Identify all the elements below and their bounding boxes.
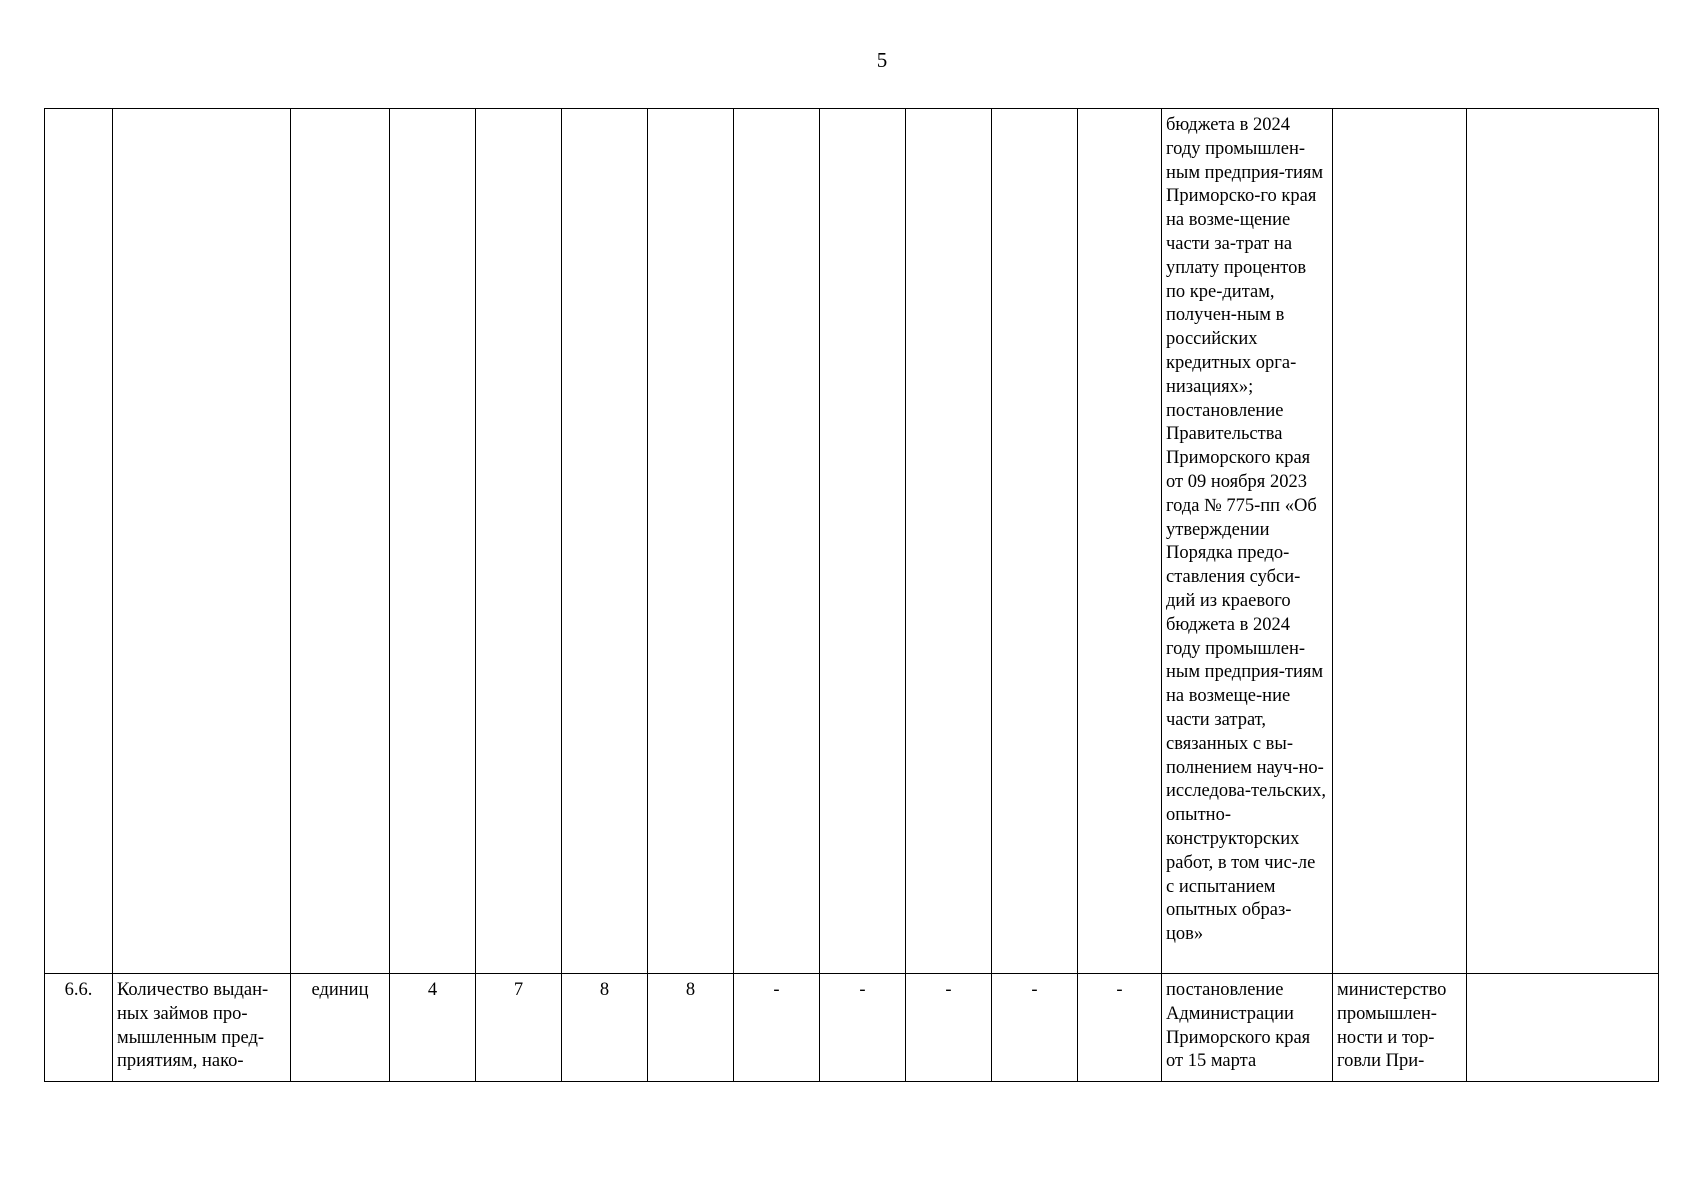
cell-value — [562, 109, 648, 974]
cell-value — [476, 109, 562, 974]
cell-value: - — [906, 974, 992, 1082]
cell-value — [992, 109, 1078, 974]
cell-responsible — [1333, 109, 1467, 974]
cell-value — [390, 109, 476, 974]
cell-number: 6.6. — [45, 974, 113, 1082]
cell-unit — [291, 109, 390, 974]
cell-last — [1467, 974, 1659, 1082]
cell-unit: единиц — [291, 974, 390, 1082]
cell-value: 8 — [648, 974, 734, 1082]
cell-legal-basis: постановление Администрации Приморского края от 15 марта — [1162, 974, 1333, 1082]
cell-indicator: Количество выдан-ных займов про-мышленным пред-приятиям, нако- — [113, 974, 291, 1082]
cell-responsible: министерство промышлен-ности и тор-говли При- — [1333, 974, 1467, 1082]
cell-value — [734, 109, 820, 974]
table-row-6-6 — [45, 974, 1659, 1082]
cell-value — [1078, 109, 1162, 974]
cell-indicator — [113, 109, 291, 974]
cell-last — [1467, 109, 1659, 974]
cell-value: - — [820, 974, 906, 1082]
cell-value: - — [1078, 974, 1162, 1082]
cell-value: - — [992, 974, 1078, 1082]
cell-value: - — [734, 974, 820, 1082]
cell-legal-basis: бюджета в 2024 году промышлен-ным предприя-тиям Приморско-го края на возме-щение части за-трат на уплату процентов по кре-дитам, получен-ным в российских кредитных орга-низациях»; постановление Правительства Приморского края от 09 ноября 2023 года № 775-пп «Об утверждении Порядка предо-ставления субси-дий из краевого бюджета в 2024 году промышлен-ным предприя-тиям на возмеще-ние части затрат, связанных с вы-полнением науч-но-исследова-тельских, опытно-конструкторских работ, в том чис-ле с испытанием опытных образ-цов» — [1162, 109, 1333, 974]
cell-value — [648, 109, 734, 974]
cell-value: 7 — [476, 974, 562, 1082]
cell-value: 8 — [562, 974, 648, 1082]
table-row-continuation — [45, 109, 1659, 974]
cell-value — [820, 109, 906, 974]
page-number: 5 — [876, 48, 888, 72]
cell-number — [45, 109, 113, 974]
cell-value — [906, 109, 992, 974]
indicators-table — [44, 108, 1659, 1082]
cell-value: 4 — [390, 974, 476, 1082]
